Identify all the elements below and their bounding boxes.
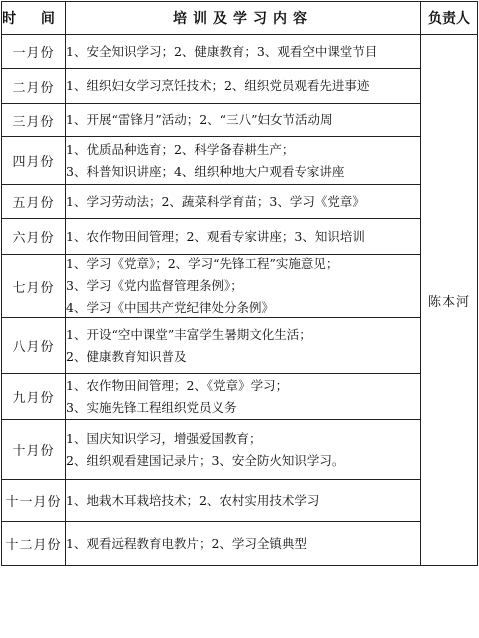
content-cell	[66, 219, 421, 255]
content-cell	[66, 318, 421, 374]
owner-cell: 陈本河	[421, 35, 478, 566]
content-line: 1、开展“雷锋月”活动；2、“三八”妇女节活动周	[66, 112, 333, 127]
table-row	[2, 420, 478, 480]
content-cell	[66, 255, 421, 318]
table-row	[2, 219, 478, 255]
content-line: 4、学习《中国共产党纪律处分条例》	[66, 300, 274, 315]
table-body	[2, 35, 478, 566]
content-cell	[66, 69, 421, 104]
content-line: 1、学习《党章》；2、学习“先锋工程”实施意见；	[66, 256, 339, 271]
content-line: 2、组织观看建国记录片；3、安全防火知识学习。	[66, 452, 345, 468]
month-cell: 十一月份	[2, 480, 66, 522]
header-row	[2, 2, 478, 35]
table-row	[2, 318, 478, 374]
content-cell	[66, 137, 421, 185]
content-line: 3、实施先锋工程组织党员义务	[66, 399, 237, 415]
content-line: 1、国庆知识学习，增强爱国教育；	[66, 430, 262, 446]
content-line: 1、农作物田间管理；2、《党章》学习；	[66, 377, 289, 393]
content-line: 1、地栽木耳栽培技术；2、农村实用技术学习	[66, 492, 320, 508]
content-cell	[66, 185, 421, 219]
table-row	[2, 104, 478, 137]
content-cell	[66, 374, 421, 420]
content-line: 1、学习劳动法；2、蔬菜科学育苗；3、学习《党章》	[66, 193, 365, 209]
month-cell: 五月份	[2, 185, 66, 219]
table-row	[2, 137, 478, 185]
month-cell: 九月份	[2, 374, 66, 420]
table-row	[2, 522, 478, 566]
table-row	[2, 69, 478, 104]
month-cell: 八月份	[2, 318, 66, 374]
table-row	[2, 35, 478, 69]
content-line: 3、科普知识讲座；4、组织种地大户观看专家讲座	[66, 163, 345, 179]
month-cell: 二月份	[2, 69, 66, 104]
month-cell: 十二月份	[2, 522, 66, 566]
month-cell: 十月份	[2, 420, 66, 480]
month-cell: 六月份	[2, 219, 66, 255]
content-line: 1、组织妇女学习烹饪技术；2、组织党员观看先进事迹	[66, 78, 370, 93]
month-cell: 一月份	[2, 35, 66, 69]
content-cell	[66, 420, 421, 480]
content-cell	[66, 104, 421, 137]
content-cell	[66, 35, 421, 69]
training-plan-table	[1, 1, 478, 566]
table-row	[2, 374, 478, 420]
content-line: 3、学习《党内监督管理条例》；	[66, 278, 243, 293]
header-month: 时 间	[2, 2, 66, 35]
content-line: 1、优质品种选育；2、科学备春耕生产；	[66, 141, 295, 157]
table-row	[2, 185, 478, 219]
month-cell: 七月份	[2, 255, 66, 318]
content-line: 1、开设“空中课堂”丰富学生暑期文化生活；	[66, 326, 312, 342]
month-cell: 四月份	[2, 137, 66, 185]
table-row	[2, 255, 478, 318]
content-line: 1、安全知识学习；2、健康教育；3、观看空中课堂节目	[66, 43, 378, 59]
content-cell	[66, 480, 421, 522]
content-cell	[66, 522, 421, 566]
month-cell: 三月份	[2, 104, 66, 137]
header-content: 培训及学习内容	[66, 2, 421, 35]
content-line: 1、农作物田间管理；2、观看专家讲座；3、知识培训	[66, 228, 365, 244]
header-owner: 负责人	[421, 2, 478, 35]
table-row	[2, 480, 478, 522]
content-line: 2、健康教育知识普及	[66, 348, 187, 364]
content-line: 1、观看远程教育电教片；2、学习全镇典型	[66, 535, 307, 551]
